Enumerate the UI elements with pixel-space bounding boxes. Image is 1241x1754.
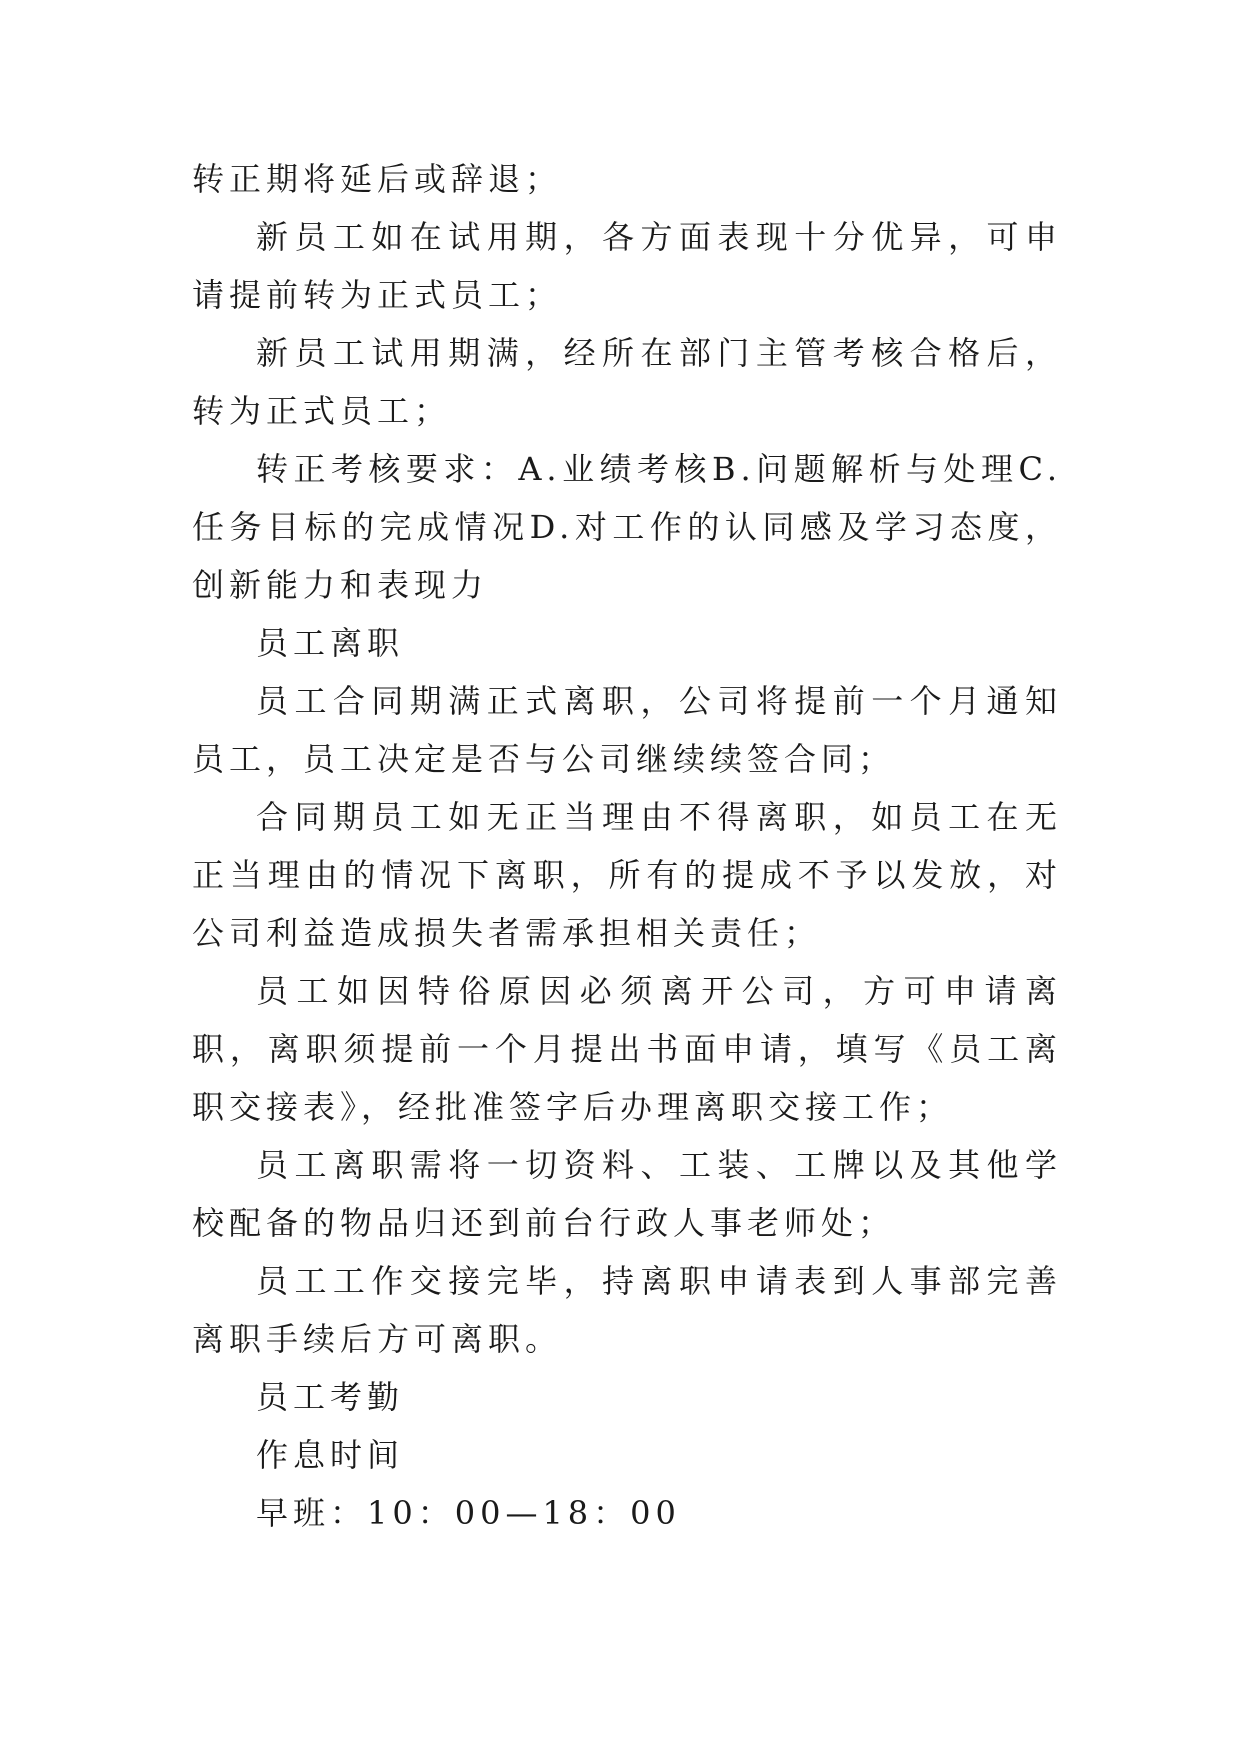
paragraph-handover-complete: 员工工作交接完毕，持离职申请表到人事部完善离职手续后方可离职。 — [192, 1262, 1062, 1358]
paragraph-regularization-requirements: 转正考核要求：A.业绩考核B.问题解析与处理C.任务目标的完成情况D.对工作的认同感及学习态度，创新能力和表现力 — [192, 450, 1062, 604]
paragraph-continuation: 转正期将延后或辞退； — [192, 160, 563, 198]
paragraph-probation-end: 新员工试用期满，经所在部门主管考核合格后，转为正式员工； — [192, 334, 1062, 430]
paragraph-special-resignation: 员工如因特俗原因必须离开公司，方可申请离职，离职须提前一个月提出书面申请，填写《员工离职交接表》，经批准签字后办理离职交接工作； — [192, 972, 1062, 1126]
paragraph-early-regularization: 新员工如在试用期，各方面表现十分优异，可申请提前转为正式员工； — [192, 218, 1062, 314]
paragraph-return-items: 员工离职需将一切资料、工装、工牌以及其他学校配备的物品归还到前台行政人事老师处； — [192, 1146, 1062, 1242]
section-heading-resignation: 员工离职 — [256, 624, 405, 662]
section-heading-attendance: 员工考勤 — [256, 1378, 405, 1416]
paragraph-morning-shift: 早班：10：00—18：00 — [256, 1494, 681, 1532]
subheading-work-hours: 作息时间 — [256, 1436, 405, 1474]
document-page — [192, 150, 1062, 1542]
paragraph-unjustified-resignation: 合同期员工如无正当理由不得离职，如员工在无正当理由的情况下离职，所有的提成不予以发放，对公司利益造成损失者需承担相关责任； — [192, 798, 1062, 952]
paragraph-contract-expiry: 员工合同期满正式离职，公司将提前一个月通知员工，员工决定是否与公司继续续签合同； — [192, 682, 1062, 778]
